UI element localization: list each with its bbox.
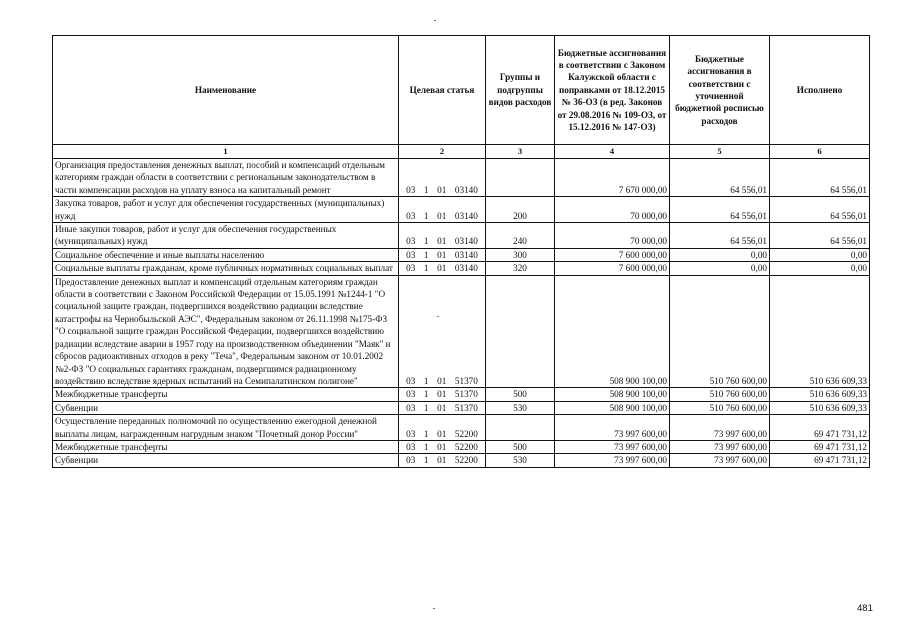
row-name-cell: Субвенции <box>53 454 399 467</box>
column-number-row <box>53 145 870 159</box>
row-planned-amount-cell: 0,00 <box>670 248 770 261</box>
row-approved-amount-cell: 73 997 600,00 <box>555 440 670 453</box>
row-name-cell: Осуществление переданных полномочий по осуществлению ежегодной денежной выплаты лицам, награжденным нагрудным знаком "Почетный донор России" <box>53 415 399 441</box>
row-planned-amount-cell: 73 997 600,00 <box>670 415 770 441</box>
row-approved-amount-cell: 70 000,00 <box>555 223 670 249</box>
row-expense-group-cell: 500 <box>486 388 555 401</box>
row-expense-group-cell: 200 <box>486 197 555 223</box>
row-target-article-cell: 03 1 01 03140 <box>399 248 486 261</box>
row-executed-amount-cell: 510 636 609,33 <box>770 275 870 388</box>
table-row <box>53 388 870 401</box>
column-number: 5 <box>670 145 770 159</box>
row-name-cell: Межбюджетные трансферты <box>53 440 399 453</box>
row-planned-amount-cell: 510 760 600,00 <box>670 388 770 401</box>
row-target-article-cell: 03 1 01 52200 <box>399 440 486 453</box>
table-row <box>53 440 870 453</box>
column-number: 4 <box>555 145 670 159</box>
row-approved-amount-cell: 7 600 000,00 <box>555 248 670 261</box>
row-expense-group-cell: 320 <box>486 262 555 275</box>
table-row <box>53 197 870 223</box>
row-name-cell: Межбюджетные трансферты <box>53 388 399 401</box>
row-target-article-cell: 03 1 01 52200 <box>399 454 486 467</box>
row-executed-amount-cell: 64 556,01 <box>770 197 870 223</box>
table-row <box>53 159 870 197</box>
header-name: Наименование <box>53 36 399 145</box>
column-number: 3 <box>486 145 555 159</box>
header-planned-allocations: Бюджетные ассигнования в соответствии с уточненной бюджетной росписью расходов <box>670 36 770 145</box>
header-executed: Исполнено <box>770 36 870 145</box>
column-number: 2 <box>399 145 486 159</box>
row-approved-amount-cell: 508 900 100,00 <box>555 401 670 414</box>
row-target-article-cell: 03 1 01 52200 <box>399 415 486 441</box>
row-name-cell: Предоставление денежных выплат и компенсаций отдельным категориям граждан области в соответствии с Законом Российской Федерации от 15.05.1991 №1244-1 "О социальной защите граждан, подвергшихся воздействию радиации вследствие катастрофы на Чернобыльской АЭС", Федеральным законом от 26.11.1998 №175-ФЗ "О социальной защите граждан Российской Федерации, подвергшихся воздействию радиации вследствие аварии в 1957 году на производственном объединении "Маяк" и сбросов радиоактивных отходов в реку "Теча", Федеральным законом от 10.01.2002 №2-ФЗ "О социальных гарантиях гражданам, подвергшимся радиационному воздействию вследствие ядерных испытаний на Семипалатинском полигоне" <box>53 275 399 388</box>
row-executed-amount-cell: 510 636 609,33 <box>770 401 870 414</box>
row-name-cell: Социальные выплаты гражданам, кроме публичных нормативных социальных выплат <box>53 262 399 275</box>
header-target-article: Целевая статья <box>399 36 486 145</box>
table-row <box>53 248 870 261</box>
row-name-cell: Организация предоставления денежных выплат, пособий и компенсаций отдельным категориям граждан области в соответствии с региональным законодательством в части компенсации расходов на уплату взноса на капитальный ремонт <box>53 159 399 197</box>
row-expense-group-cell: 500 <box>486 440 555 453</box>
table-row <box>53 454 870 467</box>
row-expense-group-cell <box>486 159 555 197</box>
row-planned-amount-cell: 510 760 600,00 <box>670 401 770 414</box>
row-approved-amount-cell: 70 000,00 <box>555 197 670 223</box>
row-executed-amount-cell: 64 556,01 <box>770 159 870 197</box>
row-executed-amount-cell: 64 556,01 <box>770 223 870 249</box>
row-approved-amount-cell: 73 997 600,00 <box>555 415 670 441</box>
row-executed-amount-cell: 69 471 731,12 <box>770 440 870 453</box>
row-expense-group-cell <box>486 275 555 388</box>
column-number: 6 <box>770 145 870 159</box>
row-name-cell: Иные закупки товаров, работ и услуг для обеспечения государственных (муниципальных) нужд <box>53 223 399 249</box>
row-executed-amount-cell: 0,00 <box>770 248 870 261</box>
row-executed-amount-cell: 510 636 609,33 <box>770 388 870 401</box>
row-planned-amount-cell: 0,00 <box>670 262 770 275</box>
page-number: 481 <box>857 603 873 614</box>
table-header <box>53 36 870 145</box>
row-expense-group-cell: 300 <box>486 248 555 261</box>
row-expense-group-cell: 530 <box>486 454 555 467</box>
row-approved-amount-cell: 508 900 100,00 <box>555 388 670 401</box>
row-expense-group-cell <box>486 415 555 441</box>
row-name-cell: Социальное обеспечение и иные выплаты населению <box>53 248 399 261</box>
table-row <box>53 415 870 441</box>
row-approved-amount-cell: 7 600 000,00 <box>555 262 670 275</box>
row-planned-amount-cell: 73 997 600,00 <box>670 440 770 453</box>
column-number: 1 <box>53 145 399 159</box>
row-approved-amount-cell: 508 900 100,00 <box>555 275 670 388</box>
row-expense-group-cell: 530 <box>486 401 555 414</box>
budget-table <box>52 35 870 468</box>
row-executed-amount-cell: 0,00 <box>770 262 870 275</box>
header-approved-allocations: Бюджетные ассигнования в соответствии с Законом Калужской области с поправками от 18.12.2015 № 36-ОЗ (в ред. Законов от 29.08.2016 № 109-ОЗ, от 15.12.2016 № 147-ОЗ) <box>555 36 670 145</box>
row-target-article-cell: 03 1 01 03140 <box>399 197 486 223</box>
row-target-article-cell: 03 1 01 51370 <box>399 401 486 414</box>
row-executed-amount-cell: 69 471 731,12 <box>770 454 870 467</box>
row-expense-group-cell: 240 <box>486 223 555 249</box>
row-name-cell: Закупка товаров, работ и услуг для обеспечения государственных (муниципальных) нужд <box>53 197 399 223</box>
table-row <box>53 275 870 388</box>
row-executed-amount-cell: 69 471 731,12 <box>770 415 870 441</box>
row-approved-amount-cell: 73 997 600,00 <box>555 454 670 467</box>
table-row <box>53 223 870 249</box>
row-target-article-cell: 03 1 01 03140 <box>399 223 486 249</box>
row-planned-amount-cell: 510 760 600,00 <box>670 275 770 388</box>
header-expense-groups: Группы и подгруппы видов расходов <box>486 36 555 145</box>
row-approved-amount-cell: 7 670 000,00 <box>555 159 670 197</box>
row-planned-amount-cell: 73 997 600,00 <box>670 454 770 467</box>
row-planned-amount-cell: 64 556,01 <box>670 197 770 223</box>
row-target-article-cell: 03 1 01 03140 <box>399 262 486 275</box>
row-target-article-cell: 03 1 01 51370 <box>399 275 486 388</box>
table-row <box>53 401 870 414</box>
row-target-article-cell: 03 1 01 51370 <box>399 388 486 401</box>
table-row <box>53 262 870 275</box>
row-target-article-cell: 03 1 01 03140 <box>399 159 486 197</box>
row-name-cell: Субвенции <box>53 401 399 414</box>
row-planned-amount-cell: 64 556,01 <box>670 159 770 197</box>
row-planned-amount-cell: 64 556,01 <box>670 223 770 249</box>
